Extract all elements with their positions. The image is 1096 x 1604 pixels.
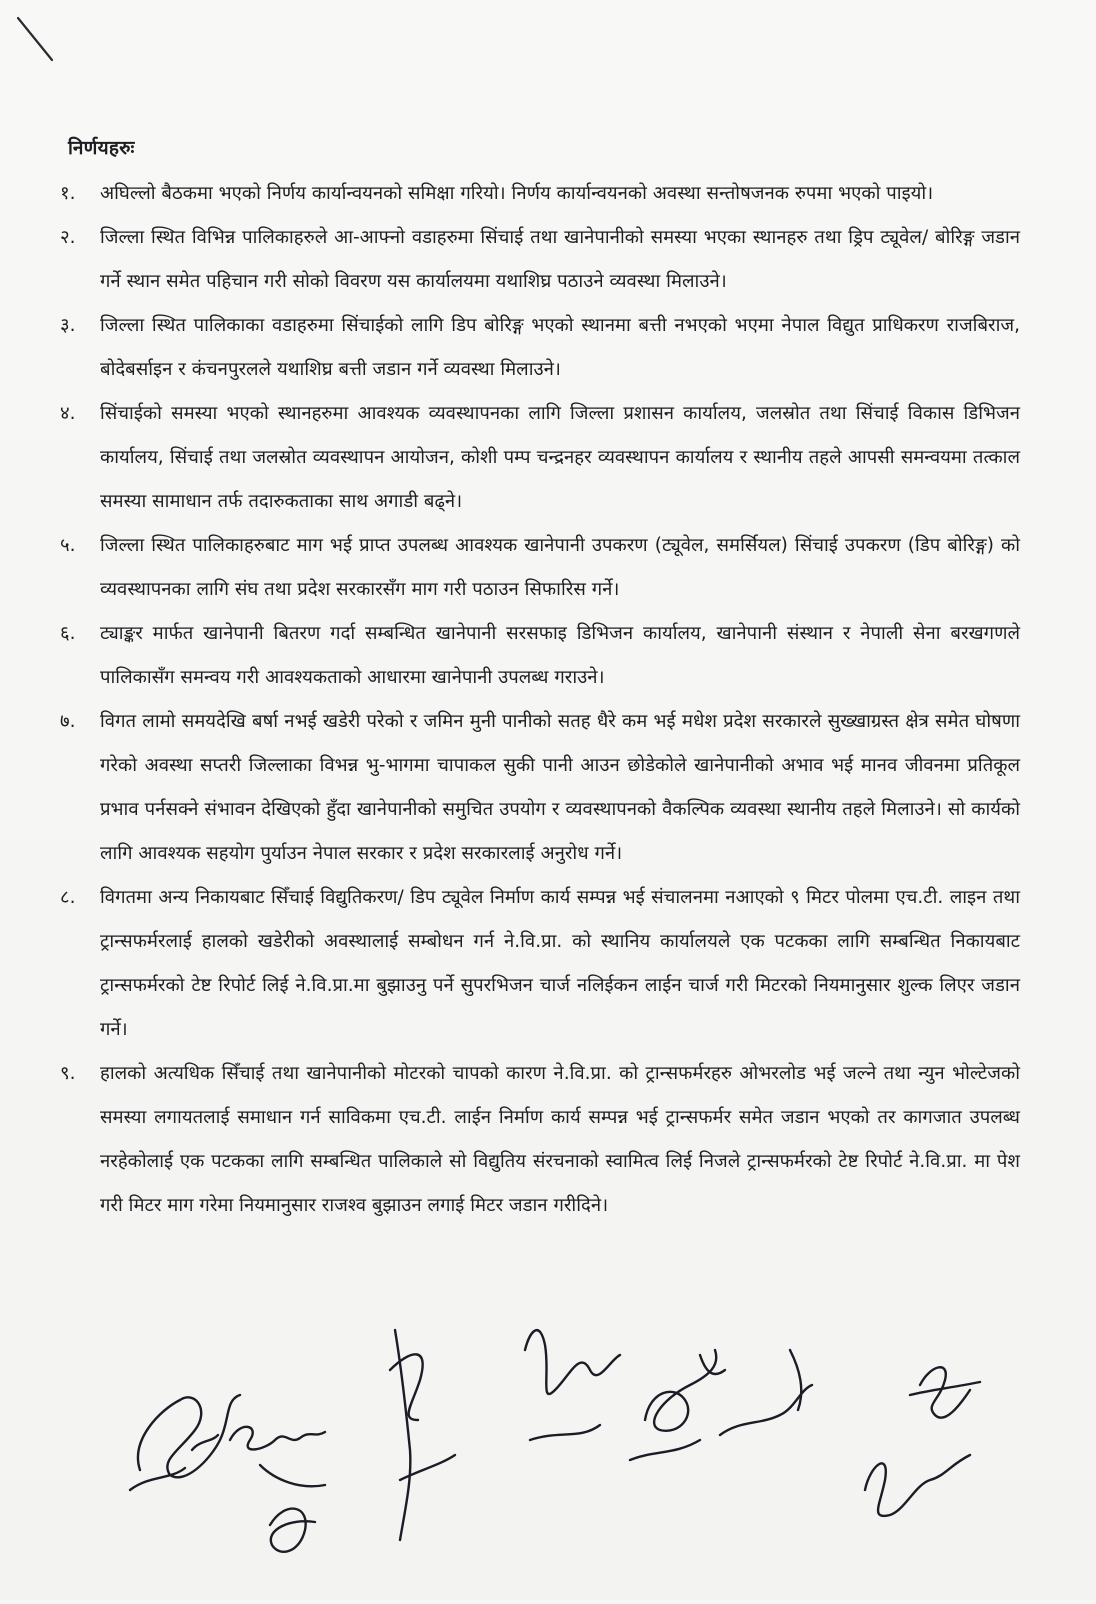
pen-stroke-mark — [0, 0, 80, 80]
decision-text: विगतमा अन्य निकायबाट सिँचाई विद्युतिकरण/ डिप ट्यूवेल निर्माण कार्य सम्पन्न भई संचालनमा नआएको ९ मिटर पोलमा एच.टी. लाइन तथा ट्रान्सफर्मरलाई हालको खडेरीको अवस्थालाई सम्बोधन गर्न ने.वि.प्रा. को स्थानिय कार्यालयले एक पटकका लागि सम्बन्धित निकायबाट ट्रान्सफर्मरको टेष्ट रिपोर्ट लिई ने.वि.प्रा.मा बुझाउनु पर्ने सुपरभिजन चार्ज नलिईकन लाईन चार्ज गरी मिटरको नियमानुसार शुल्क लिएर जडान गर्ने। — [100, 887, 1020, 1040]
signatures-area — [100, 1290, 1040, 1600]
decision-number: ४. — [60, 403, 76, 424]
decision-item-3 — [60, 304, 1020, 392]
decisions-heading: निर्णयहरुः — [68, 137, 135, 159]
decision-number: १. — [60, 183, 76, 204]
decision-text: जिल्ला स्थित पालिकाहरुबाट माग भई प्राप्त उपलब्ध आवश्यक खानेपानी उपकरण (ट्यूवेल, समर्सियल) सिंचाई उपकरण (डिप बोरिङ्ग) को व्यवस्थापनका लागि संघ तथा प्रदेश सरकारसँग माग गरी पठाउन सिफारिस गर्ने। — [100, 535, 1020, 600]
decision-item-2 — [60, 216, 1020, 304]
decision-text: सिंचाईको समस्या भएको स्थानहरुमा आवश्यक व्यवस्थापनका लागि जिल्ला प्रशासन कार्यालय, जलस्रोत तथा सिंचाई विकास डिभिजन कार्यालय, सिंचाई तथा जलस्रोत व्यवस्थापन आयोजन, कोशी पम्प चन्द्रनहर व्यवस्थापन कार्यालय र स्थानीय तहले आपसी समन्वयमा तत्काल समस्या सामाधान तर्फ तदारुकताका साथ अगाडी बढ्ने। — [100, 403, 1020, 512]
decision-item-6 — [60, 612, 1020, 700]
signature-3 — [270, 1330, 455, 1552]
decision-number: २. — [60, 227, 76, 248]
signature-6 — [865, 1367, 980, 1516]
decision-item-5 — [60, 524, 1020, 612]
decision-text: अघिल्लो बैठकमा भएको निर्णय कार्यान्वयनको समिक्षा गरियो। निर्णय कार्यान्वयनको अवस्था सन्तोषजनक रुपमा भएको पाइयो। — [100, 183, 934, 204]
signature-4 — [525, 1330, 620, 1440]
decision-item-1 — [60, 172, 1020, 216]
decision-text: ट्याङ्कर मार्फत खानेपानी बितरण गर्दा सम्बन्धित खानेपानी सरसफाइ डिभिजन कार्यालय, खानेपानी संस्थान र नेपाली सेना बरखगणले पालिकासँग समन्वय गरी आवश्यकताको आधारमा खानेपानी उपलब्ध गराउने। — [100, 623, 1020, 688]
decision-number: ३. — [60, 315, 76, 336]
decision-item-4 — [60, 392, 1020, 524]
decision-text: विगत लामो समयदेखि बर्षा नभई खडेरी परेको र जमिन मुनी पानीको सतह धैरे कम भई मधेश प्रदेश सरकारले सुख्खाग्रस्त क्षेत्र समेत घोषणा गरेको अवस्था सप्तरी जिल्लाका विभन्न भु-भागमा चापाकल सुकी पानी आउन छोडेकोले खानेपानीको अभाव भई मानव जीवनमा प्रतिकूल प्रभाव पर्नसक्ने संभावन देखिएको हुँदा खानेपानीको समुचित उपयोग र व्यवस्थापनको वैकल्पिक व्यवस्था स्थानीय तहले मिलाउने। सो कार्यको लागि आवश्यक सहयोग पुर्याउन नेपाल सरकार र प्रदेश सरकारलाई अनुरोध गर्ने। — [100, 711, 1020, 864]
signatures-drawing — [100, 1290, 1040, 1600]
decision-number: ९. — [60, 1063, 76, 1084]
decision-item-8 — [60, 876, 1020, 1052]
decision-number: ७. — [60, 711, 76, 732]
decision-text: जिल्ला स्थित पालिकाका वडाहरुमा सिंचाईको लागि डिप बोरिङ्ग भएको स्थानमा बत्ती नभएको भएमा नेपाल विद्युत प्राधिकरण राजबिराज, बोदेबर्साइन र कंचनपुरलले यथाशिघ्र बत्ती जडान गर्ने व्यवस्था मिलाउने। — [100, 315, 1020, 380]
decisions-list — [60, 172, 1020, 1228]
signature-1 — [130, 1395, 240, 1490]
decision-number: ८. — [60, 887, 76, 908]
decision-text: जिल्ला स्थित विभिन्न पालिकाहरुले आ-आफ्नो वडाहरुमा सिंचाई तथा खानेपानीको समस्या भएका स्थानहरु तथा ड्रिप ट्यूवेल/ बोरिङ्ग जडान गर्ने स्थान समेत पहिचान गरी सोको विवरण यस कार्यालयमा यथाशिघ्र पठाउने व्यवस्था मिलाउने। — [100, 227, 1020, 292]
decision-text: हालको अत्यधिक सिँचाई तथा खानेपानीको मोटरको चापको कारण ने.वि.प्रा. को ट्रान्सफर्मरहरु ओभरलोड भई जल्ने तथा न्युन भोल्टेजको समस्या लगायतलाई समाधान गर्न साविकमा एच.टी. लाईन निर्माण कार्य सम्पन्न भई ट्रान्सफर्मर समेत जडान भएको तर कागजात उपलब्ध नरहेकोलाई एक पटकका लागि सम्बन्धित पालिकाले सो विद्युतिय संरचनाको स्वामित्व लिई निजले ट्रान्सफर्मरको टेष्ट रिपोर्ट ने.वि.प्रा. मा पेश गरी मिटर माग गरेमा नियमानुसार राजश्व बुझाउन लगाई मिटर जडान गरीदिने। — [100, 1063, 1020, 1216]
signature-2 — [230, 1427, 325, 1486]
decision-item-9 — [60, 1052, 1020, 1228]
signature-5 — [630, 1350, 812, 1460]
decision-number: ६. — [60, 623, 76, 644]
decision-item-7 — [60, 700, 1020, 876]
decision-number: ५. — [60, 535, 76, 556]
